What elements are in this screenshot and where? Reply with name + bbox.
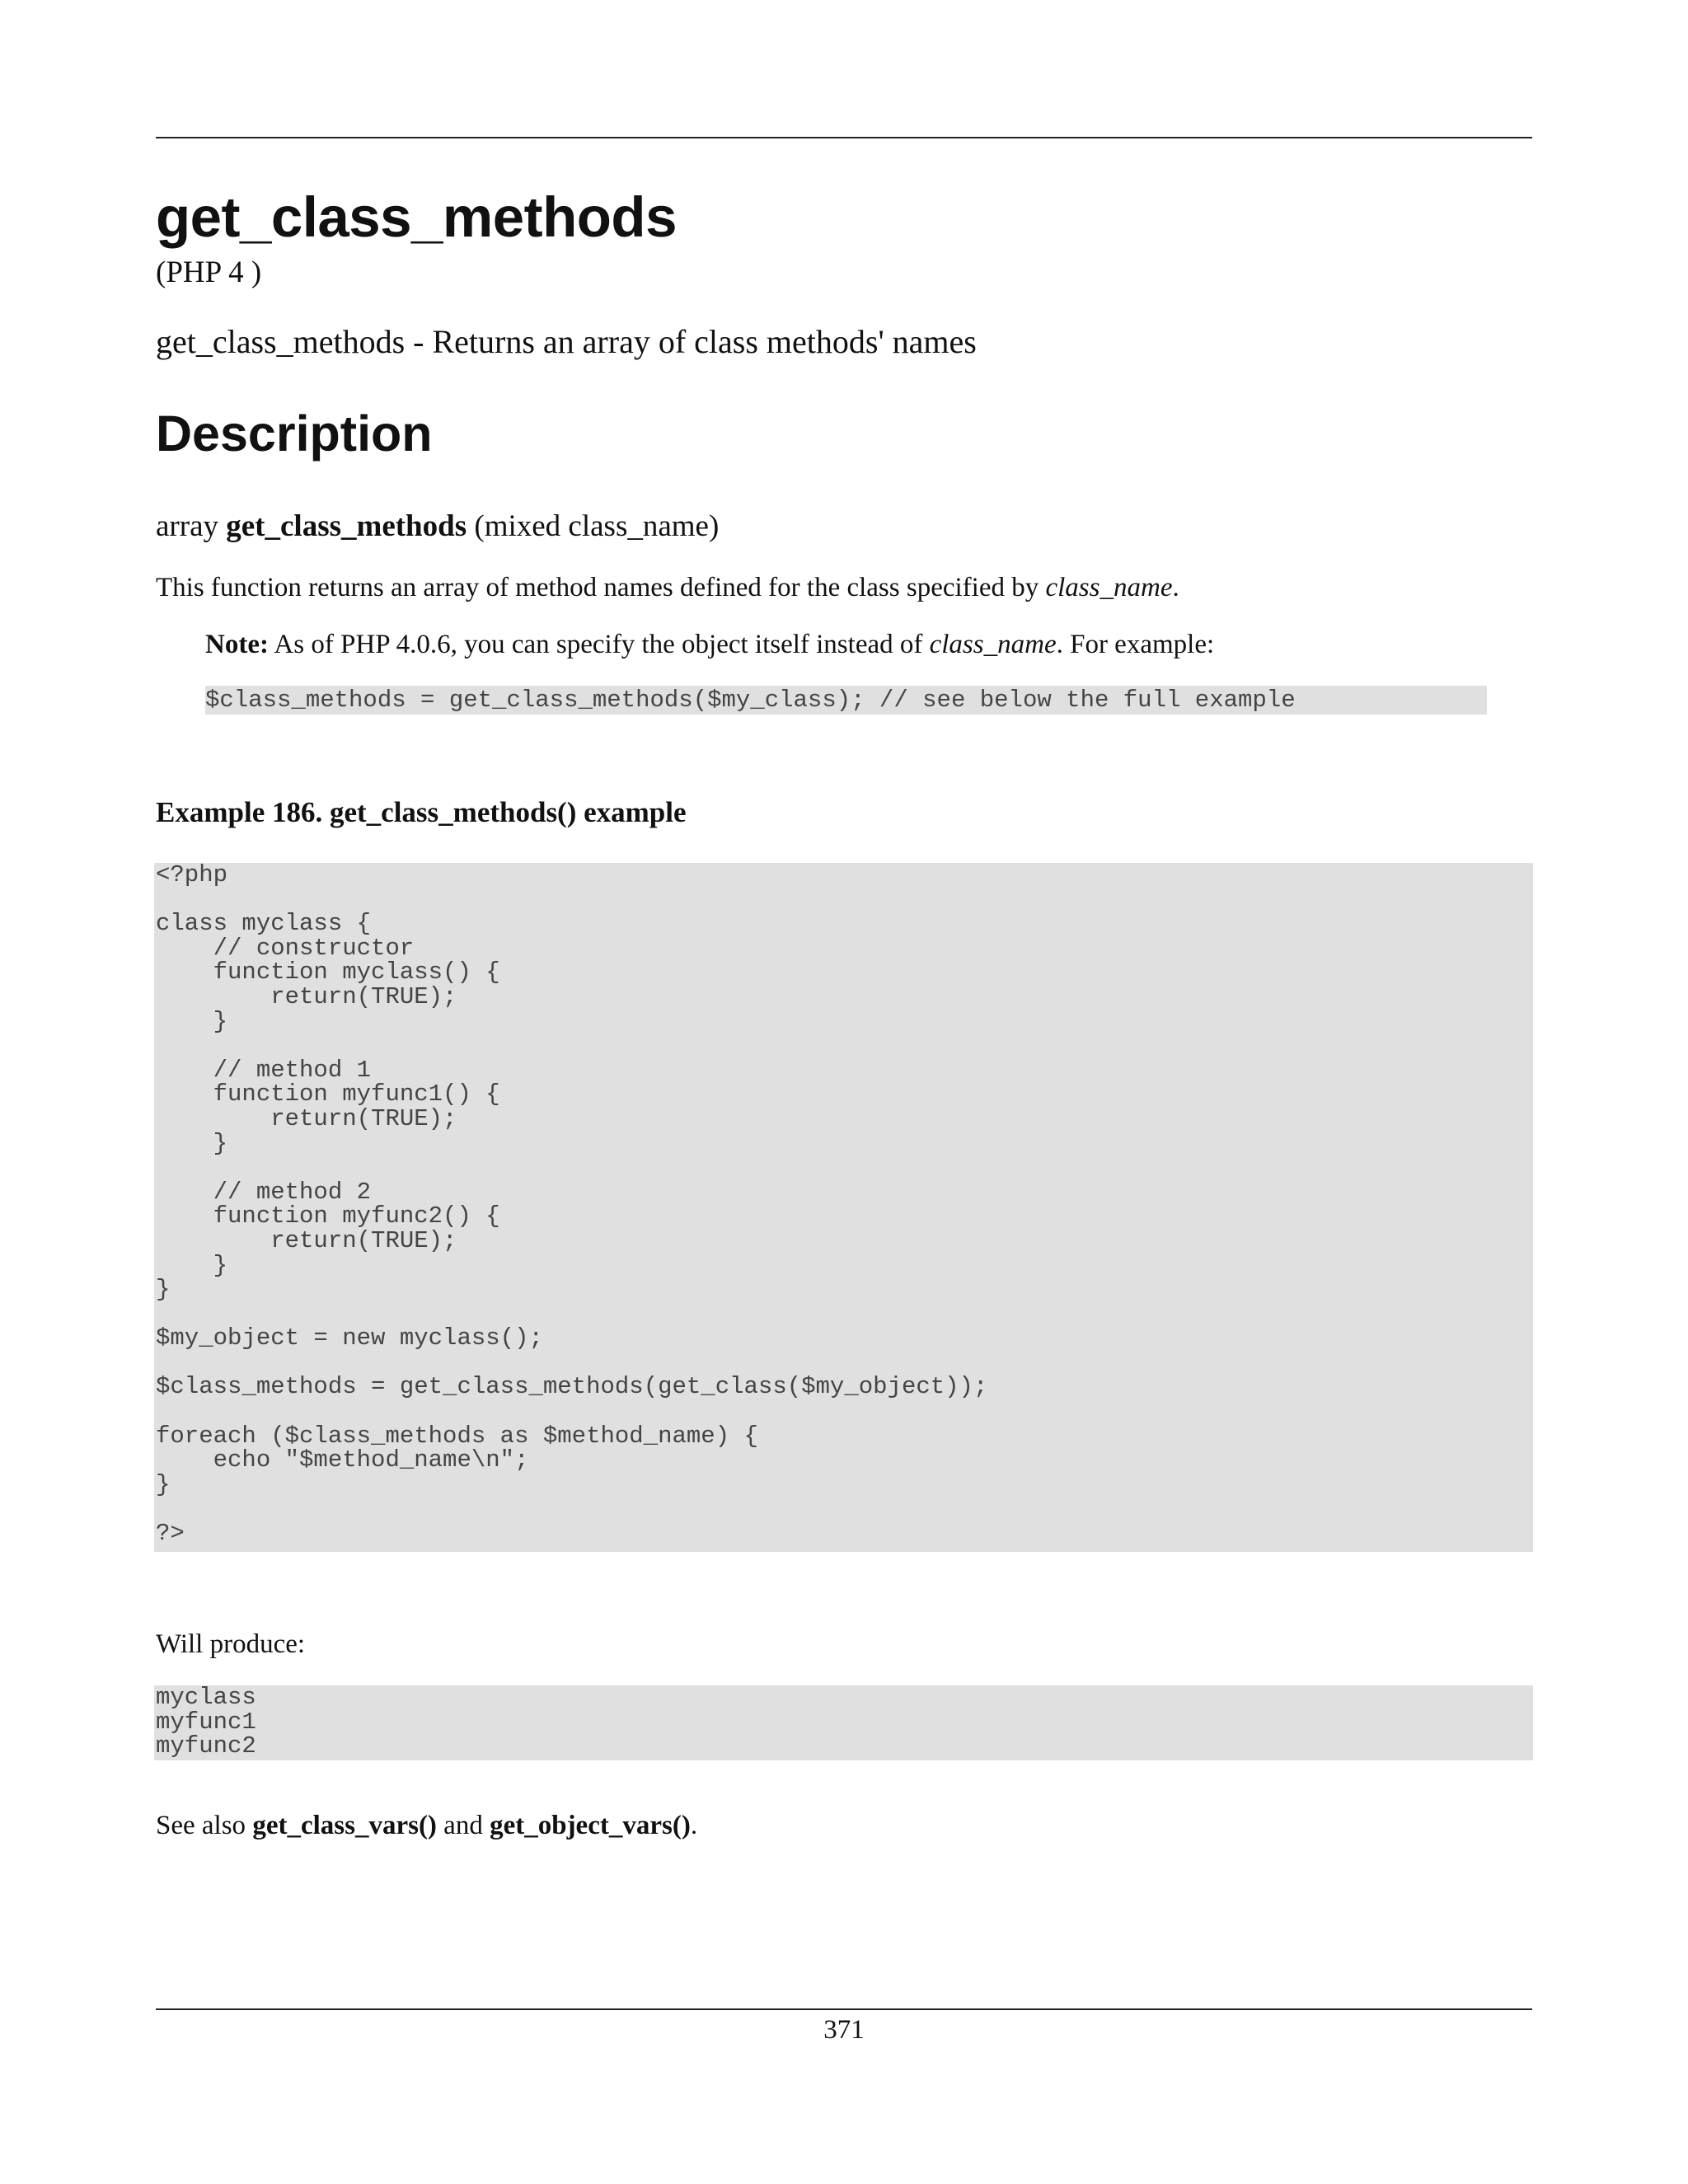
code-line bbox=[154, 1497, 1533, 1521]
footer-rule bbox=[156, 2008, 1532, 2010]
function-purpose: get_class_methods - Returns an array of class methods' names bbox=[156, 323, 977, 360]
code-line bbox=[154, 1033, 1533, 1058]
code-line: } bbox=[156, 1470, 171, 1498]
synopsis-params: (mixed class_name) bbox=[467, 509, 720, 543]
code-line bbox=[154, 1155, 1533, 1180]
example-title: Example 186. get_class_methods() example bbox=[156, 796, 687, 828]
code-line: function myfunc2() { bbox=[156, 1202, 500, 1230]
output-code-block bbox=[154, 1685, 1533, 1760]
output-line: myclass bbox=[156, 1685, 256, 1711]
code-line: // method 2 bbox=[156, 1178, 372, 1206]
description-heading: Description bbox=[156, 405, 433, 462]
example-code-block bbox=[154, 863, 1533, 1552]
php-version: (PHP 4 ) bbox=[156, 255, 262, 289]
code-line: } bbox=[156, 1129, 228, 1157]
code-line: function myfunc1() { bbox=[156, 1080, 500, 1108]
manual-page bbox=[156, 0, 1532, 2184]
code-line: } bbox=[156, 1276, 171, 1304]
code-line: } bbox=[156, 1007, 228, 1035]
page-title: get_class_methods bbox=[156, 185, 677, 249]
code-line: // constructor bbox=[156, 934, 415, 962]
return-type: array bbox=[156, 509, 227, 543]
code-line: foreach ($class_methods as $method_name) { bbox=[156, 1422, 758, 1450]
page-number: 371 bbox=[823, 2015, 865, 2045]
code-line: // method 1 bbox=[156, 1056, 372, 1084]
note: Note: As of PHP 4.0.6, you can specify the object itself instead of class_name. For example: bbox=[205, 630, 1215, 659]
code-line: function myclass() { bbox=[156, 958, 500, 987]
parameter-name: class_name bbox=[929, 630, 1057, 659]
note-code-snippet: $class_methods = get_class_methods($my_class); // see below the full example bbox=[205, 686, 1487, 715]
synopsis-function-name: get_class_methods bbox=[226, 509, 467, 543]
code-line: return(TRUE); bbox=[156, 1226, 457, 1254]
code-line bbox=[154, 1399, 1533, 1424]
code-line bbox=[154, 1302, 1533, 1327]
description-paragraph: This function returns an array of method names defined for the class specified by class_name. bbox=[156, 573, 1179, 602]
code-line: ?> bbox=[156, 1520, 185, 1548]
code-line: return(TRUE); bbox=[156, 1104, 457, 1132]
code-line: $my_object = new myclass(); bbox=[156, 1324, 543, 1352]
note-label: Note: bbox=[205, 630, 269, 659]
code-line bbox=[154, 888, 1533, 912]
code-line: <?php bbox=[156, 863, 228, 888]
code-line: } bbox=[156, 1251, 228, 1279]
see-also-link-get-object-vars[interactable]: get_object_vars() bbox=[490, 1811, 691, 1840]
see-also-link-get-class-vars[interactable]: get_class_vars() bbox=[252, 1811, 437, 1840]
code-line: echo "$method_name\n"; bbox=[156, 1446, 529, 1474]
output-line: myfunc2 bbox=[156, 1732, 256, 1760]
function-synopsis bbox=[156, 509, 719, 545]
code-line: class myclass { bbox=[156, 910, 372, 938]
code-line: return(TRUE); bbox=[156, 982, 457, 1010]
code-line: $class_methods = get_class_methods(get_class($my_object)); bbox=[156, 1373, 988, 1401]
parameter-name: class_name bbox=[1045, 573, 1173, 602]
header-rule bbox=[156, 137, 1532, 138]
code-line bbox=[154, 1351, 1533, 1376]
see-also: See also get_class_vars() and get_object_vars(). bbox=[156, 1811, 698, 1840]
output-line: myfunc1 bbox=[156, 1708, 256, 1736]
output-intro: Will produce: bbox=[156, 1629, 306, 1659]
